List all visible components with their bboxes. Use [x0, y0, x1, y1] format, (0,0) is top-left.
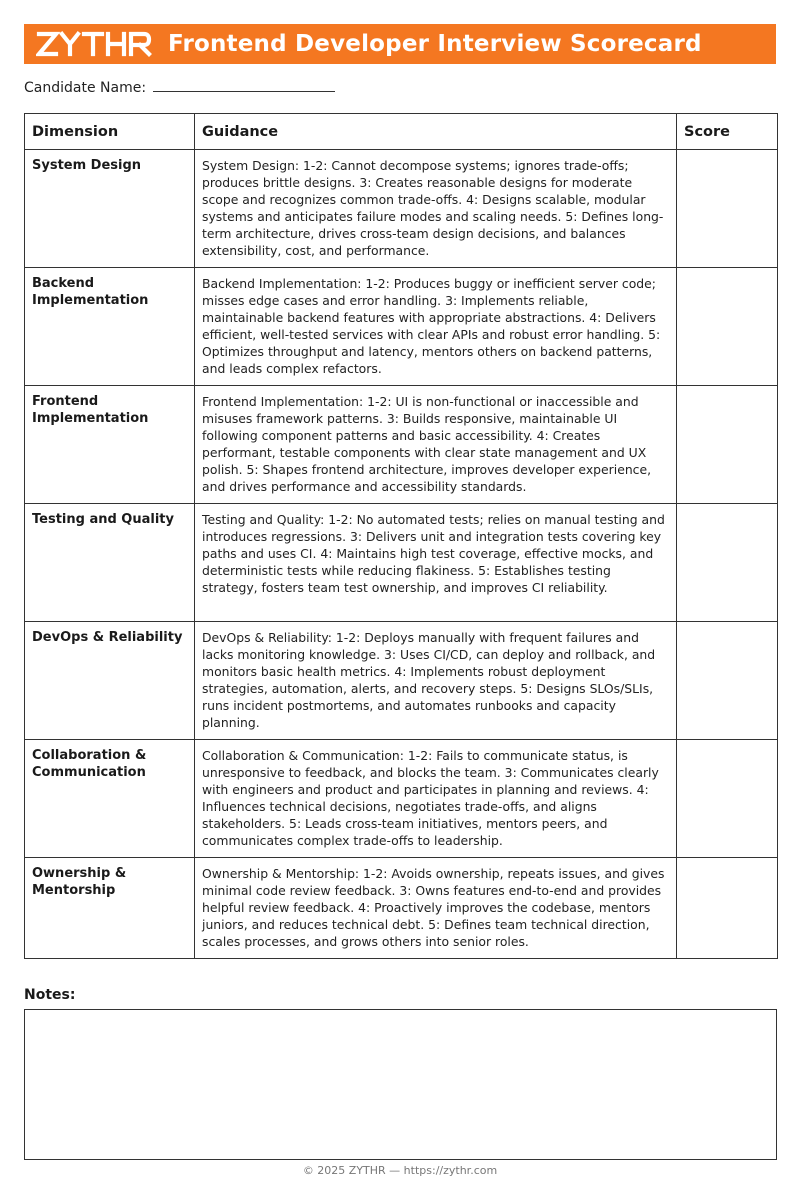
guidance-cell: Backend Implementation: 1-2: Produces buggy or inefficient server code; misses edge cases and error handling. 3: Implements reliable, maintainable backend features with appropriate abstractions. 4: Delivers efficient, well-tested services with clear APIs and robust error handling. 5: Optimizes throughput and latency, mentors others on backend patterns, and leads complex refactors. [195, 268, 677, 386]
table-row [25, 622, 778, 740]
candidate-name-field [24, 77, 335, 96]
table-row [25, 740, 778, 858]
dimension-cell: System Design [25, 150, 195, 268]
guidance-cell: Ownership & Mentorship: 1-2: Avoids ownership, repeats issues, and gives minimal code review feedback. 3: Owns features end-to-end and provides helpful review feedback. 4: Proactively improves the codebase, mentors juniors, and reduces technical debt. 5: Defines team technical direction, scales processes, and grows others into senior roles. [195, 858, 677, 959]
score-cell[interactable] [677, 858, 778, 959]
table-row [25, 504, 778, 622]
footer-copyright: © 2025 ZYTHR — https://zythr.com [302, 1164, 498, 1177]
table-row [25, 386, 778, 504]
table-row [25, 268, 778, 386]
guidance-cell: System Design: 1-2: Cannot decompose systems; ignores trade-offs; produces brittle designs. 3: Creates reasonable designs for moderate scope and recognizes common trade-offs. 4: Designs scalable, modular systems and anticipates failure modes and scaling needs. 5: Defines long-term architecture, drives cross-team design decisions, and balances extensibility, cost, and performance. [195, 150, 677, 268]
guidance-cell: Testing and Quality: 1-2: No automated tests; relies on manual testing and introduces regressions. 3: Delivers unit and integration tests covering key paths and uses CI. 4: Maintains high test coverage, effective mocks, and deterministic tests while reducing flakiness. 5: Establishes testing strategy, fosters team test ownership, and improves CI reliability. [195, 504, 677, 622]
table-row [25, 858, 778, 959]
notes-box[interactable] [24, 1009, 777, 1160]
guidance-cell: DevOps & Reliability: 1-2: Deploys manually with frequent failures and lacks monitoring knowledge. 3: Uses CI/CD, can deploy and rollback, and monitors basic health metrics. 4: Implements robust deployment strategies, automation, alerts, and recovery steps. 5: Designs SLOs/SLIs, runs incident postmortems, and automates runbooks and capacity planning. [195, 622, 677, 740]
guidance-cell: Collaboration & Communication: 1-2: Fails to communicate status, is unresponsive to feedback, and blocks the team. 3: Communicates clearly with engineers and product and participates in planning and reviews. 4: Influences technical decisions, negotiates trade-offs, and aligns stakeholders. 5: Leads cross-team initiatives, mentors peers, and communicates complex trade-offs to leadership. [195, 740, 677, 858]
page-title: Frontend Developer Interview Scorecard [168, 31, 702, 57]
candidate-name-line[interactable] [153, 77, 335, 92]
score-cell[interactable] [677, 150, 778, 268]
column-header-guidance: Guidance [195, 114, 677, 150]
score-cell[interactable] [677, 504, 778, 622]
table-row [25, 150, 778, 268]
guidance-cell: Frontend Implementation: 1-2: UI is non-functional or inaccessible and misuses framework patterns. 3: Builds responsive, maintainable UI following component patterns and basic accessibility. 4: Creates performant, testable components with clear state management and UX polish. 5: Shapes frontend architecture, improves developer experience, and drives performance and accessibility standards. [195, 386, 677, 504]
notes-label: Notes: [24, 987, 76, 1003]
column-header-dimension: Dimension [25, 114, 195, 150]
score-cell[interactable] [677, 740, 778, 858]
dimension-cell: Ownership & Mentorship [25, 858, 195, 959]
zythr-logo [36, 30, 152, 58]
dimension-cell: Backend Implementation [25, 268, 195, 386]
column-header-score: Score [677, 114, 778, 150]
table-header-row [25, 114, 778, 150]
dimension-cell: Frontend Implementation [25, 386, 195, 504]
header-bar [24, 24, 776, 64]
scorecard-table [24, 113, 778, 959]
candidate-name-label: Candidate Name: [24, 80, 147, 96]
dimension-cell: Testing and Quality [25, 504, 195, 622]
score-cell[interactable] [677, 268, 778, 386]
dimension-cell: Collaboration & Communication [25, 740, 195, 858]
dimension-cell: DevOps & Reliability [25, 622, 195, 740]
score-cell[interactable] [677, 386, 778, 504]
score-cell[interactable] [677, 622, 778, 740]
